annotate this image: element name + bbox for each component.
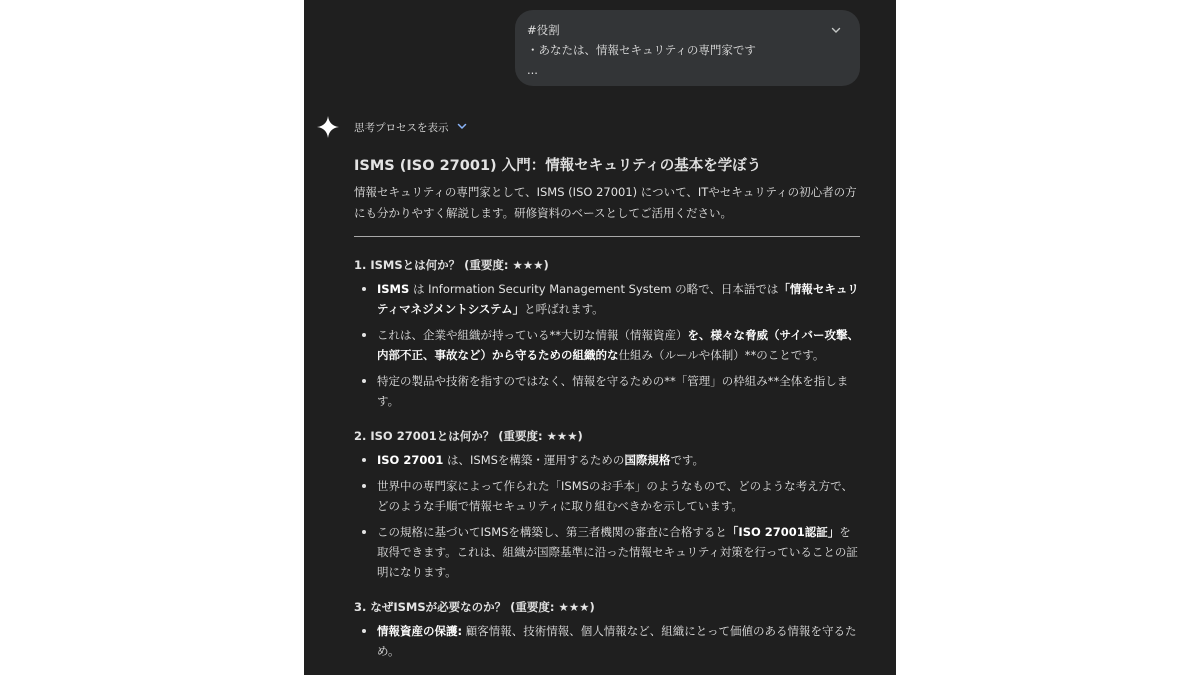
section-title: 3. なぜISMSが必要なのか？ (重要度: ★★★) [354, 600, 595, 614]
list-item [354, 621, 860, 661]
text: これは、企業や組織が持っている**大切な情報（情報資産） [377, 328, 688, 342]
bullet-dot [362, 379, 366, 383]
text: 顧客情報、技術情報、個人情報など、組織にとって価値のある情報を守るため。 [377, 624, 857, 658]
bullet-dot [362, 484, 366, 488]
section-title: 2. ISO 27001とは何か？ (重要度: ★★★) [354, 429, 583, 443]
bullet-list [354, 279, 860, 411]
bullet-dot [362, 287, 366, 291]
bold-text: を、様々な脅威（サイバー攻撃、内部不正、事故など）から守るための組織的な [377, 328, 859, 362]
bold-text: 国際規格 [624, 453, 671, 467]
user-message-line: #役割 [527, 23, 560, 37]
user-message-line: ... [527, 63, 538, 77]
list-item [354, 476, 860, 516]
list-item [354, 450, 860, 470]
bullet-dot [362, 333, 366, 337]
section-title: 1. ISMSとは何か？ (重要度: ★★★) [354, 258, 549, 272]
show-thinking-toggle[interactable] [354, 119, 468, 135]
text: 特定の製品や技術を指すのではなく、情報を守るための**「管理」の枠組み**全体を指します。 [377, 374, 849, 408]
list-item [354, 522, 860, 582]
show-thinking-label: 思考プロセスを表示 [354, 121, 449, 134]
bullet-dot [362, 530, 366, 534]
sparkle-icon [316, 115, 340, 139]
chevron-down-icon [456, 120, 468, 132]
bold-text: 情報資産の保護: [377, 624, 463, 638]
text: は Information Security Management System の略で、日本語では [409, 282, 779, 296]
chevron-down-icon[interactable] [830, 24, 842, 36]
list-item [354, 279, 860, 319]
chat-window [304, 0, 896, 675]
text: 世界中の専門家によって作られた「ISMSのお手本」のようなもので、どのような考え方で、どのような手順で情報セキュリティに取り組むべきかを示しています。 [377, 479, 853, 513]
section [354, 427, 860, 582]
list-item [354, 325, 860, 365]
bold-text: ISMS [377, 282, 410, 296]
text: は、ISMSを構築・運用するための [443, 453, 625, 467]
section [354, 256, 860, 411]
response-content [354, 155, 860, 667]
bold-text: ISO 27001 [377, 453, 444, 467]
text: この規格に基づいてISMSを構築し、第三者機関の審査に合格すると [377, 525, 727, 539]
section [354, 598, 860, 661]
bold-text: 「情報セキュリティマネジメントシステム」 [377, 282, 859, 316]
bullet-list [354, 450, 860, 582]
user-message-bubble[interactable] [515, 10, 860, 86]
text: と呼ばれます。 [524, 302, 604, 316]
text: 仕組み（ルールや体制）**のことです。 [618, 348, 825, 362]
response-title: ISMS (ISO 27001) 入門：情報セキュリティの基本を学ぼう [354, 158, 762, 174]
bullet-dot [362, 458, 366, 462]
response-intro: 情報セキュリティの専門家として、ISMS (ISO 27001) について、ITやセキュリティの初心者の方にも分かりやすく解説します。研修資料のベースとしてご活用ください。 [354, 185, 857, 220]
bullet-list [354, 621, 860, 661]
user-message-line: ・あなたは、情報セキュリティの専門家です [527, 43, 756, 57]
text: です。 [670, 453, 705, 467]
list-item [354, 371, 860, 411]
bold-text: 「ISO 27001認証」 [726, 525, 840, 539]
text: を取得できます。これは、組織が国際基準に沿った情報セキュリティ対策を行っていることの証明になります。 [377, 525, 858, 579]
divider [354, 236, 860, 237]
bullet-dot [362, 629, 366, 633]
